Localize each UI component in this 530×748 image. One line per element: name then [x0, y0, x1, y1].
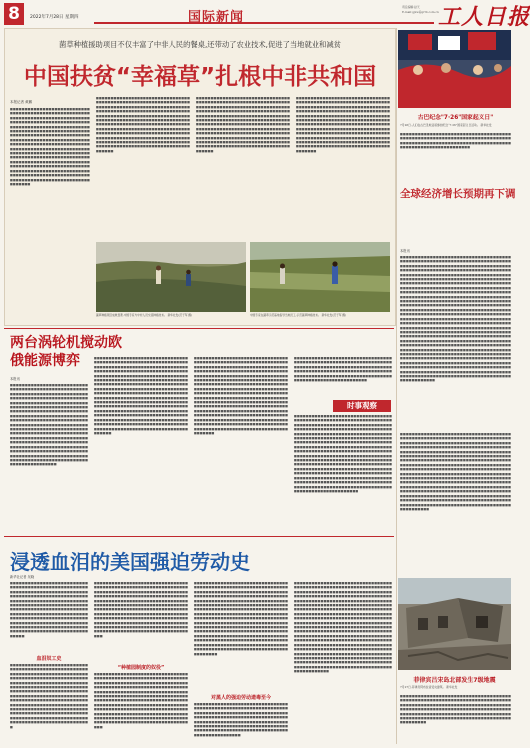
story-three-subhead-3: 对黑人的强迫劳动遗毒至今: [210, 695, 271, 701]
story-two-column-1: ■■■■■■■■■■■■■■■■■■■■■■■■■■■■■■■■■■■■■■■■■■■■■■■■■■■■■■■■■■■■■■■■■■■■■■■■■■■■■■■■■■■■■■■■■■■■■■■■■■■■■■■■■■■■■■■■■■■■■■■■■■■■■■■■■■■■■■■■■■■■■■■■■■■■■■■■■■■■■■■■■■■■■■■■■■■■■■■■■■■■■■■■■■■■■■■■■■■■■■■■■■■■■■■■■■■■■■■■■■■■■■■■■■■■■■■■■■■■■■■■■■■■■■■■■■■■■■■■■■■■■■■■■■■■■■■■■■■■■■■■■■■■■■■■■■■■■■■■■■■■■■■■■■■■■■■■■■■■■■■■■■■■■■■■■■■■■■■■■■■■■■■■■■■■■■■■■■■■■■■■■■■■■■■■■■■■■■■■■■■■■■■■■■■■■■■■■■■■■■■■■■■■■■■■■■■■■■■■■■■■■■■■■■■■■■■■■■■■■■■■■■■■■■■■■■■■■■■■■■■■■■■■■■■■■■■■■■■■■■■■■■■■: [10, 383, 88, 467]
story-three-subhead-1: 血泪奴工史: [36, 656, 62, 662]
page-number-box: [4, 3, 24, 25]
story-three-column-3: ■■■■■■■■■■■■■■■■■■■■■■■■■■■■■■■■■■■■■■■■■■■■■■■■■■■■■■■■■■■■■■■■■■■■■■■■■■■■■■■■■■■■■■■■■■■■■■■■■■■■■■■■■■■■■■■■■■■■■■■■■■■■■■■■■■■■■■■■■■■■■■■■■■■■■■■■■■■■■■■■■■■■■■■■■■■■■■■■■■■■■■■■■■■■■■■■■■■■■■■■■■■■■■■■■■■■■■■■■■■■■■■■■■■■■■■■■■■■■■■■■■■■■■■■■■■■■■■■■■■■■■■■■■■■■■■■■■■■■■■■■■■■■■■■■■■■■■■■■■■■■■■■■■■■■■■■■■■■■■■■■■■■■■■■■■■■■■■■■■■■■■■■■■■■■■■■■■■■■■■■■■■■■■■■■■■■■■■■■■■■■■■■■■■■■■■■■■■■■■■■■■■■■■■■■■■■■■■■■■■■■■■■■■■■■■■■■■■■■■■■■■■■■■■■■■■■■■■■■■■■■■■■■■■■■■■■■■■■■■■■■■■■■■■■■■■■■■■■■■■■■■■■■■■■■■■■■■■■■■■■: [194, 581, 288, 656]
lead-byline: 本报记者 黄鹏: [10, 100, 33, 104]
earthquake-headline: 菲律宾吕宋岛北部发生7级地震: [413, 677, 496, 684]
side-photo-caption: 7月26日,人们在古巴圣地亚哥参加纪念“7·26”国家起义日活动。 新华社发: [400, 123, 492, 127]
story-three-column-1b: ■■■■■■■■■■■■■■■■■■■■■■■■■■■■■■■■■■■■■■■■■■■■■■■■■■■■■■■■■■■■■■■■■■■■■■■■■■■■■■■■■■■■■■■■■■■■■■■■■■■■■■■■■■■■■■■■■■■■■■■■■■■■■■■■■■■■■■■■■■■■■■■■■■■■■■■■■■■■■■■■■■■■■■■■■■■■■■■■■■■■■■■■■■■■■■■■■■■■■■■■■■■■■■■■■■■■■■■■■■■■■■■■■■■■■■■■■■■■■■■■■■■■■■■■■■■■■■■■■■■■■■■■■■■■■■■■■■■■■■■■■■■■■■■■■■■■■■■■■■■■■■■■■■■■■■■■■■■■■■■■■■■■■■■■■■■■■■■■■■■■■■■■■■■■■■■■■■■■■■■■■■■■■: [10, 663, 88, 729]
story-three-column-2: ■■■■■■■■■■■■■■■■■■■■■■■■■■■■■■■■■■■■■■■■■■■■■■■■■■■■■■■■■■■■■■■■■■■■■■■■■■■■■■■■■■■■■■■■■■■■■■■■■■■■■■■■■■■■■■■■■■■■■■■■■■■■■■■■■■■■■■■■■■■■■■■■■■■■■■■■■■■■■■■■■■■■■■■■■■■■■■■■■■■■■■■■■■■■■■■■■■■■■■■■■■■■■■■■■■■■■■■■■■■■■■■■■■■■■■■■■■■■■■■■■■■■■■■■■■■■■■■■■■■■■■■■■■■■■■■■■■■■■■■■■■■■■■■■■■■■■■■■■■■■■■■■■■■■■■■■■■■■■■■■■■■■■■■■■■■■■■■■■■■■■■■■■■■■■■■■■■■■■■■■■■■■■■■■■■■■■■■■■■■■■■■■■■■: [94, 581, 188, 638]
story-two-divider: [4, 328, 394, 329]
story-two-headline: 两台涡轮机搅动欧俄能源博弈: [10, 335, 122, 369]
earthquake-text: ■■■■■■■■■■■■■■■■■■■■■■■■■■■■■■■■■■■■■■■■■■■■■■■■■■■■■■■■■■■■■■■■■■■■■■■■■■■■■■■■■■■■■■■■■■■■■■■■■■■■■■■■■■■■■■■■■■■■■■■■■■■■■■■■■■■■■■■■■■■■■■■■■■■■■■■■■■■■■■■■■■■■■■■■■■■■■■■■■■■■■■■■■■■■■■■■■■■■■■■■■■■■■■■■■■■■■■■■■■■■■■■■■■■■■■■: [400, 694, 511, 725]
commentary-text: ■■■■■■■■■■■■■■■■■■■■■■■■■■■■■■■■■■■■■■■■■■■■■■■■■■■■■■■■■■■■■■■■■■■■■■■■■■■■■■■■■■■■■■■■■■■■■■■■■■■■■■■■■■■■■■■■■■■■■■■■■■■■■■■■■■■■■■■■■■■■■■■■■■■■■■■■■■■■■■■■■■■■■■■■■■■■■■■■■■■■■■■■■■■■■■■■■■■■■■■■■■■■■■■■■■■■■■■■■■■■■■■■■■■■■■■■■■■■■■■■■■■■■■■■■■■■■■■■■■■■■■■■■■■■■■■■■■■■■■■■■■■■■■■■■■■■■■■■■■■■■■■■■■■■■■■■■■■■■■■■■■■■■■■■■■■■■■■■■■■■■■■■■■■■■■■■■■■■■■■■■■■■■■■■■■■■■■■■■■■■■■■■■■■■■■■■■■■■■■■■■■■■■■■■■■■■■■■■■■■■■■■■■■■■■■■■■■■■■■■■■■■■■■■■■■■■■■■■■■■■■■■■■■■■■■■■■■■■■■■■■■■■■■■■■■■■■■■■■■■■■■■■■■■■■■■■■■■■■■■■■■■■■■■■■■■■■■■■■■■■■■■■■■■■■■■■■■■■■■■■■■■■■■■■■■■■■■■■■■■■■■■: [294, 414, 392, 493]
global-economy-text: ■■■■■■■■■■■■■■■■■■■■■■■■■■■■■■■■■■■■■■■■■■■■■■■■■■■■■■■■■■■■■■■■■■■■■■■■■■■■■■■■■■■■■■■■■■■■■■■■■■■■■■■■■■■■■■■■■■■■■■■■■■■■■■■■■■■■■■■■■■■■■■■■■■■■■■■■■■■■■■■■■■■■■■■■■■■■■■■■■■■■■■■■■■■■■■■■■■■■■■■■■■■■■■■■■■■■■■■■■■■■■■■■■■■■■■■■■■■■■■■■■■■■■■■■■■■■■■■■■■■■■■■■■■■■■■■■■■■■■■■■■■■■■■■■■■■■■■■■■■■■■■■■■■■■■■■■■■■■■■■■■■■■■■■■■■■■■■■■■■■■■■■■■■■■■■■■■■■■■■■■■■■■■■■■■■■■■■■■■■■■■■■■■■■■■■■■■■■■■■■■■■■■■■■■■■■■■■■■■■■■■■■■■■■■■■■■■■■■■■■■■■■■■■■■■■■■■■■■■■■■■■■■■■■■■■■■■■■■■■■■■■■■■■■■■■■■■■■■■■■■■■■■■■■■■■■■■■■■■■■■■■■■■■■■■■■■■■■■■■■■■■■■■■■■■■■■■■■■■■■■■■■■■■■■■■■■■■■■■■■■■■■■■■■■■■■■■■■■■■■■■■■■■■■■■■■■■■■■■■■■■■■■■■■■■■■■■■■■■■■■■■■■■■■■■■■■■■■■■■■■■■■■■■■■■■■■■■■■■■■■■■■■■■■■■■■■■■■■■■■■■■■■■■■■■■■■■■■■■■■■■■■■■■■■■■■■■■■■■■■■■■■■■■■■■■■■■■■■■■■■■■■■■■■■■■■■■■■■■■■■■■■■■■■■■■■■■■■■■■■■■■■■■■■■■■■■■■■■■■■■■■■■■■■■■■■■■■■■■■■■■■■■■■■■■■■■■■■■■■■■■■■■■■■■■■■■■■■■■■■■■■■■■■■■■■■■■■■■■■■■■■■■■■■■■■■■■■■■■■■■■■■■■■■■■■■■■■■■■■■■■■■■■■■■■■■■■■■■■■■■■■■■■■■■■■■■■■■■■■■■■■■■■■■■■■■■■■■■■■■■■■■■■■■■■■■■■■■■■■■■■■■■■■■■■■■■■■■■■■■■■■■■■■■■: [400, 255, 511, 383]
masthead-logo: 工人日报: [438, 4, 530, 30]
global-economy-byline: 本报讯: [400, 249, 410, 253]
side-top-text: ■■■■■■■■■■■■■■■■■■■■■■■■■■■■■■■■■■■■■■■■■■■■■■■■■■■■■■■■■■■■■■■■■■■■■■■■■■■■■■■■■■■■■■■■■■■■■■■■■■■■■■■■■■■■■■■■■■■■■■■■■■■■■■■■■■■■■■■: [400, 132, 511, 150]
story-two-column-2: ■■■■■■■■■■■■■■■■■■■■■■■■■■■■■■■■■■■■■■■■■■■■■■■■■■■■■■■■■■■■■■■■■■■■■■■■■■■■■■■■■■■■■■■■■■■■■■■■■■■■■■■■■■■■■■■■■■■■■■■■■■■■■■■■■■■■■■■■■■■■■■■■■■■■■■■■■■■■■■■■■■■■■■■■■■■■■■■■■■■■■■■■■■■■■■■■■■■■■■■■■■■■■■■■■■■■■■■■■■■■■■■■■■■■■■■■■■■■■■■■■■■■■■■■■■■■■■■■■■■■■■■■■■■■■■■■■■■■■■■■■■■■■■■■■■■■■■■■■■■■■■■■■■■■■■■■■■■■■■■■■■■■■■■■■■■■■■■■■■■■■■■■■■■■■■■■■■■■■■■■■■■■■■■■■■■■■■■■■■■■■■■■■■■■■■■■■■■■■■■■■■■■■■■■■■■■■■■■■■■■■■■■■■■■■■■■■■■■■■■■■■■■■■■■■■■■■■■■■■■■■■■■■■■■■■■■■■■■■■■■■■■■■■■■■■■■■■■■■■■■■■■■■■■■■■■■■■■■■■■■■■■■■■■■■■■■■■■■■■■■■■■■■■■■■■: [94, 356, 188, 435]
lead-kicker: 菌草种植援助项目不仅丰富了中非人民的餐桌,还带动了农业技术,促进了当地就业和减贫: [59, 40, 341, 49]
editor-line-2: E-mail:gjxw@grrb.com.cn: [402, 10, 439, 14]
masthead-rule: [94, 10, 434, 24]
side-photo-title: 古巴纪念"7·26"国家起义日": [417, 115, 494, 121]
date-line: 2022年7月28日 星期四: [30, 15, 79, 20]
lead-headline: 中国扶贫“幸福草”扎根中非共和国: [23, 64, 377, 90]
lead-column-4: ■■■■■■■■■■■■■■■■■■■■■■■■■■■■■■■■■■■■■■■■■■■■■■■■■■■■■■■■■■■■■■■■■■■■■■■■■■■■■■■■■■■■■■■■■■■■■■■■■■■■■■■■■■■■■■■■■■■■■■■■■■■■■■■■■■■■■■■■■■■■■■■■■■■■■■■■■■■■■■■■■■■■■■■■■■■■■■■■■■■■■■■■■■■■■■■■■■■■■■■■■■■■■■■■■■■■■■■■■■■■■■■■■■■■■■■■■■■■■■■■■■■■■■■■■■■■■■■■■■■■■■■■■■■■■■■■■■■■■■■■■■■■■■■■■■■■■■■■■■■■■■■■■■■■■■■■■■■■■■■■■■■■■■■■■■■■■■■■■■■■■■■■■■■■■■■■■■■■■■■■■■■■■■■■■■■■■■■■■■■■■■■■■■■■■■■: [296, 96, 390, 153]
story-three-subhead-2: “种植园制度的奴役”: [117, 665, 165, 671]
lead-photo-caption-left: 菌草种植项目成效显著,中国专家与中非人员交流种植技术。 新华社发(范子军 摄): [96, 313, 193, 317]
story-two-column-3: ■■■■■■■■■■■■■■■■■■■■■■■■■■■■■■■■■■■■■■■■■■■■■■■■■■■■■■■■■■■■■■■■■■■■■■■■■■■■■■■■■■■■■■■■■■■■■■■■■■■■■■■■■■■■■■■■■■■■■■■■■■■■■■■■■■■■■■■■■■■■■■■■■■■■■■■■■■■■■■■■■■■■■■■■■■■■■■■■■■■■■■■■■■■■■■■■■■■■■■■■■■■■■■■■■■■■■■■■■■■■■■■■■■■■■■■■■■■■■■■■■■■■■■■■■■■■■■■■■■■■■■■■■■■■■■■■■■■■■■■■■■■■■■■■■■■■■■■■■■■■■■■■■■■■■■■■■■■■■■■■■■■■■■■■■■■■■■■■■■■■■■■■■■■■■■■■■■■■■■■■■■■■■■■■■■■■■■■■■■■■■■■■■■■■■■■■■■■■■■■■■■■■■■■■■■■■■■■■■■■■■■■■■■■■■■■■■■■■■■■■■■■■■■■■■■■■■■■■■■■■■■■■■■■■■■■■■■■■■■■■■■■■■■■■■■■■■■■■■■■■■■■■■■■■■■■■■■■■■■■■■■■■■■■■■■■■■■■■■■■■■■■■■■■■■■■: [194, 356, 288, 435]
earthquake-caption: 7月27日,菲律宾阿布拉省受灾建筑。 新华社发: [400, 685, 458, 689]
commentary-tag: [333, 400, 391, 412]
global-economy-text-2: ■■■■■■■■■■■■■■■■■■■■■■■■■■■■■■■■■■■■■■■■■■■■■■■■■■■■■■■■■■■■■■■■■■■■■■■■■■■■■■■■■■■■■■■■■■■■■■■■■■■■■■■■■■■■■■■■■■■■■■■■■■■■■■■■■■■■■■■■■■■■■■■■■■■■■■■■■■■■■■■■■■■■■■■■■■■■■■■■■■■■■■■■■■■■■■■■■■■■■■■■■■■■■■■■■■■■■■■■■■■■■■■■■■■■■■■■■■■■■■■■■■■■■■■■■■■■■■■■■■■■■■■■■■■■■■■■■■■■■■■■■■■■■■■■■■■■■■■■■■■■■■■■■■■■■■■■■■■■■■■■■■■■■■■■■■■■■■■■■■■■■■■■■■■■■■■■■■■■■■■■■■■■■■■■■■■■■■■■■■■■■■■■■■■■■■■■■■■■■■■■■■■■■■■■■■■■■■■■■■■■■■■■■■■■■■■■■■■■■■■■■■■■■■■■■■■■■■■■■■■■■■■■■■■■■■■■■■■■■■■■■■■■■■■■■■■■■■■■■■■■■■■■■■■■■■■■■■■■■■■■■■■■■■■■■■■■■■■■■■■■■■■■■■■■■■■■■■■■■■■■■■■■■■■■■■■■■■■■■■■■■■■■■■■■■■■■■■■■■■■■■■■■■■■■■■■■■■■■■■■■■■■■■■■■■■■■■■■■■■■: [400, 432, 511, 511]
story-three-column-4: ■■■■■■■■■■■■■■■■■■■■■■■■■■■■■■■■■■■■■■■■■■■■■■■■■■■■■■■■■■■■■■■■■■■■■■■■■■■■■■■■■■■■■■■■■■■■■■■■■■■■■■■■■■■■■■■■■■■■■■■■■■■■■■■■■■■■■■■■■■■■■■■■■■■■■■■■■■■■■■■■■■■■■■■■■■■■■■■■■■■■■■■■■■■■■■■■■■■■■■■■■■■■■■■■■■■■■■■■■■■■■■■■■■■■■■■■■■■■■■■■■■■■■■■■■■■■■■■■■■■■■■■■■■■■■■■■■■■■■■■■■■■■■■■■■■■■■■■■■■■■■■■■■■■■■■■■■■■■■■■■■■■■■■■■■■■■■■■■■■■■■■■■■■■■■■■■■■■■■■■■■■■■■■■■■■■■■■■■■■■■■■■■■■■■■■■■■■■■■■■■■■■■■■■■■■■■■■■■■■■■■■■■■■■■■■■■■■■■■■■■■■■■■■■■■■■■■■■■■■■■■■■■■■■■■■■■■■■■■■■■■■■■■■■■■■■■■■■■■■■■■■■■■■■■■■■■■■■■■■■■■■■■■■■■■■■■■■■■■■■■■■■■■■■■■■■■■■■■■■■■■■■■■■■■■■■■■■■■■■■■■■■■■■■■■■■■■■■■■■■■■■■■■■■■■■■■■■■■■■■■■■■■■■■■■■■■■■■■■■■■■■■■■■■■■■■■■■■■■■■■■■■■■■■■■■■■: [294, 581, 392, 674]
story-three-column-2b: ■■■■■■■■■■■■■■■■■■■■■■■■■■■■■■■■■■■■■■■■■■■■■■■■■■■■■■■■■■■■■■■■■■■■■■■■■■■■■■■■■■■■■■■■■■■■■■■■■■■■■■■■■■■■■■■■■■■■■■■■■■■■■■■■■■■■■■■■■■■■■■■■■■■■■■■■■■■■■■■■■■■■■■■■■■■■■■■■■■■■■■■■■■■■■■■■■■■■■■■■■■■■■■■■■■■■■■■■■■■■■■■■■■■■■■■■■■■■■■■■■■■■■■■■■■■■■■■■■■■■■■■■■■■■■■■■■■■■■■■■■■■■■■■■■■■■■■■■■■■■■■■■■■■■■■■■■■■■■■■■■■■■■■■■■■■■■■■■■■■■■■■■■■■■■■■■■■■■■■■■■■■■■■■■■■■■■■■■■■■■■■■■■■■: [94, 672, 188, 729]
lead-photo-caption-right: 中国专家在菌草示范基地指导当地员工,示范菌草种植技术。 新华社发(范子军 摄): [250, 313, 347, 317]
editor-line-1: 责任编辑:赵天: [402, 5, 420, 9]
story-two-column-4: ■■■■■■■■■■■■■■■■■■■■■■■■■■■■■■■■■■■■■■■■■■■■■■■■■■■■■■■■■■■■■■■■■■■■■■■■■■■■■■■■■■■■■■■■■■■■■■■■■■■■■■■■■■■■■■■■■■■■■■■■■■■■■■■■■■■■■■■■■■■■■■■■■■■■■■■■■■■■■■■■■■■■■■■■■■■■■■■■■■■■■■■■■■■■■■: [294, 356, 392, 383]
commentary-tag-label: 时事观察: [347, 401, 377, 410]
lead-column-1: ■■■■■■■■■■■■■■■■■■■■■■■■■■■■■■■■■■■■■■■■■■■■■■■■■■■■■■■■■■■■■■■■■■■■■■■■■■■■■■■■■■■■■■■■■■■■■■■■■■■■■■■■■■■■■■■■■■■■■■■■■■■■■■■■■■■■■■■■■■■■■■■■■■■■■■■■■■■■■■■■■■■■■■■■■■■■■■■■■■■■■■■■■■■■■■■■■■■■■■■■■■■■■■■■■■■■■■■■■■■■■■■■■■■■■■■■■■■■■■■■■■■■■■■■■■■■■■■■■■■■■■■■■■■■■■■■■■■■■■■■■■■■■■■■■■■■■■■■■■■■■■■■■■■■■■■■■■■■■■■■■■■■■■■■■■■■■■■■■■■■■■■■■■■■■■■■■■■■■■■■■■■■■■■■■■■■■■■■■■■■■■■■■■■■■■■■■■■■■■■■■■■■■■■■■■■■■■■■■■■■■■■■■■■■■■■■■■■■■■■■■■■■■■■■■■■■■■■■■■■■■■■■■■: [10, 107, 90, 186]
lead-column-3: ■■■■■■■■■■■■■■■■■■■■■■■■■■■■■■■■■■■■■■■■■■■■■■■■■■■■■■■■■■■■■■■■■■■■■■■■■■■■■■■■■■■■■■■■■■■■■■■■■■■■■■■■■■■■■■■■■■■■■■■■■■■■■■■■■■■■■■■■■■■■■■■■■■■■■■■■■■■■■■■■■■■■■■■■■■■■■■■■■■■■■■■■■■■■■■■■■■■■■■■■■■■■■■■■■■■■■■■■■■■■■■■■■■■■■■■■■■■■■■■■■■■■■■■■■■■■■■■■■■■■■■■■■■■■■■■■■■■■■■■■■■■■■■■■■■■■■■■■■■■■■■■■■■■■■■■■■■■■■■■■■■■■■■■■■■■■■■■■■■■■■■■■■■■■■■■■■■■■■■■■■■■■■■■■■■■■■■■■■■■■■■■■■■■■■■: [196, 96, 290, 153]
global-economy-headline: 全球经济增长预期再下调: [400, 188, 516, 200]
lead-photo-right: [250, 242, 390, 312]
story-three-headline: 浸透血泪的美国强迫劳动史: [10, 550, 250, 574]
lead-photo-left: [96, 242, 246, 312]
story-two-byline: 本报讯: [10, 377, 20, 381]
side-photo-cuba: [398, 30, 511, 108]
story-three-column-1: ■■■■■■■■■■■■■■■■■■■■■■■■■■■■■■■■■■■■■■■■■■■■■■■■■■■■■■■■■■■■■■■■■■■■■■■■■■■■■■■■■■■■■■■■■■■■■■■■■■■■■■■■■■■■■■■■■■■■■■■■■■■■■■■■■■■■■■■■■■■■■■■■■■■■■■■■■■■■■■■■■■■■■■■■■■■■■■■■■■■■■■■■■■■■■■■■■■■■■■■■■■■■■■■■■■■■■■■■■■■■■■■■■■■■■■■■■■■■■■■■■■■■■■■■■■■■■■■■■■■■■■■■■■■■■■■■■■■■■■■■■■■■■■■■■■■■■■■■■■■■■■■■■■■■■■■■■■■■■: [10, 581, 88, 638]
lead-column-2: ■■■■■■■■■■■■■■■■■■■■■■■■■■■■■■■■■■■■■■■■■■■■■■■■■■■■■■■■■■■■■■■■■■■■■■■■■■■■■■■■■■■■■■■■■■■■■■■■■■■■■■■■■■■■■■■■■■■■■■■■■■■■■■■■■■■■■■■■■■■■■■■■■■■■■■■■■■■■■■■■■■■■■■■■■■■■■■■■■■■■■■■■■■■■■■■■■■■■■■■■■■■■■■■■■■■■■■■■■■■■■■■■■■■■■■■■■■■■■■■■■■■■■■■■■■■■■■■■■■■■■■■■■■■■■■■■■■■■■■■■■■■■■■■■■■■■■■■■■■■■■■■■■■■■■■■■■■■■■■■■■■■■■■■■■■■■■■■■■■■■■■■■■■■■■■■■■■■■■■■■■■■■■■■■■■■■■■■■■■■■■■■■■■■■■■: [96, 96, 190, 153]
page-number: 8: [8, 4, 20, 24]
story-three-byline: 新华社记者 吴晓: [10, 575, 35, 579]
vertical-rule-right: [396, 28, 397, 744]
story-three-column-3b: ■■■■■■■■■■■■■■■■■■■■■■■■■■■■■■■■■■■■■■■■■■■■■■■■■■■■■■■■■■■■■■■■■■■■■■■■■■■■■■■■■■■■■■■■■■■■■■■■■■■■■■■■■■■■■■■■■■■■■■■■■■■■■■■■■■■■■■■■■■■■■■■■■■■■■■■■■■■■■■■■■■■■■■■■■■■■■■■■■■■■■■■■■■■■■■■■■■■■■■■■■■■■■■■■■■■■■■■■■■■■■■■■■■■■■■■■■■■■■■■■: [194, 702, 288, 737]
story-three-divider: [4, 536, 394, 537]
earthquake-photo: [398, 578, 511, 670]
section-title: 国际新闻: [188, 10, 245, 25]
